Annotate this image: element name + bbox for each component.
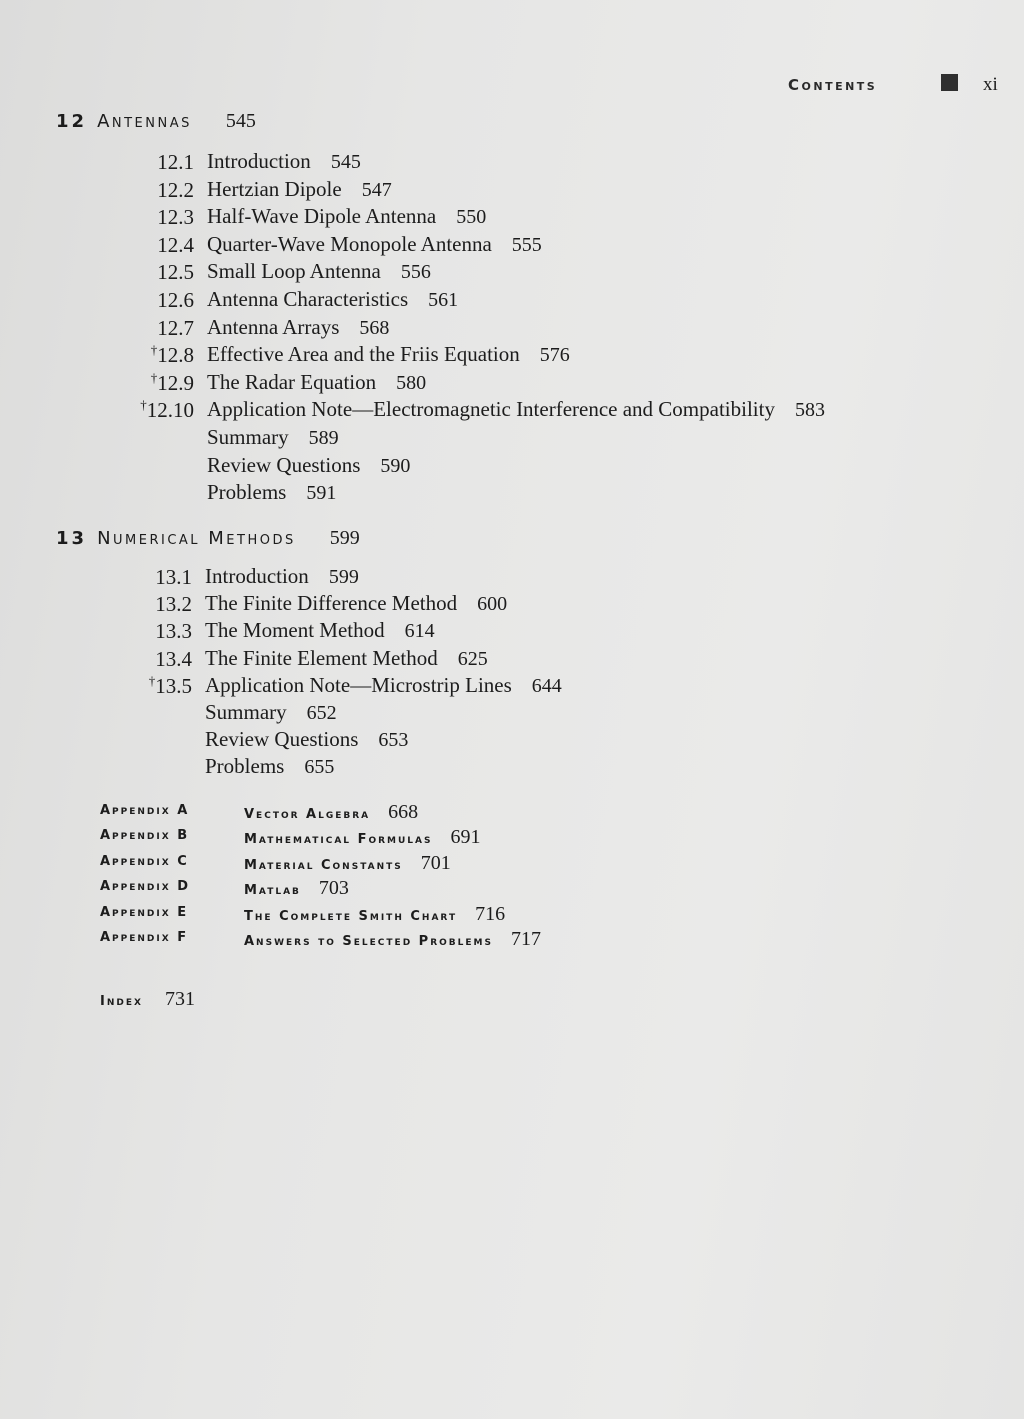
section-number xyxy=(124,232,194,258)
toc-entry[interactable] xyxy=(0,149,1024,176)
section-page: 599 xyxy=(328,566,359,588)
toc-entry[interactable] xyxy=(0,287,1024,314)
appendix-page: 691 xyxy=(450,826,481,848)
running-head xyxy=(0,74,1024,98)
section-number xyxy=(122,564,192,590)
section-page: 644 xyxy=(531,675,562,697)
section-page: 655 xyxy=(304,756,335,778)
index-entry[interactable] xyxy=(100,988,195,1011)
section-page: 576 xyxy=(539,344,570,366)
index-label: Index xyxy=(100,994,143,1009)
section-title-group xyxy=(205,646,488,671)
running-head-title: Contents xyxy=(788,76,878,94)
section-title: The Radar Equation xyxy=(207,370,377,394)
section-page: 561 xyxy=(428,289,459,311)
section-title: Half-Wave Dipole Antenna xyxy=(207,204,437,228)
dagger-mark: † xyxy=(148,673,156,688)
section-number xyxy=(124,370,194,396)
section-title-group xyxy=(207,480,336,505)
chapter-number: 13 xyxy=(56,528,88,549)
section-number xyxy=(122,591,192,617)
toc-entry[interactable] xyxy=(0,591,1024,618)
section-number-text: 12.4 xyxy=(157,233,194,257)
dagger-mark: † xyxy=(150,370,158,385)
section-title-group xyxy=(207,425,339,450)
toc-entry[interactable] xyxy=(0,177,1024,204)
toc-entry[interactable] xyxy=(0,564,1024,591)
section-page: 652 xyxy=(306,702,337,724)
appendix-title: Answers to Selected Problems xyxy=(244,934,493,949)
section-title-group xyxy=(205,618,435,643)
section-page: 589 xyxy=(308,427,339,449)
dagger-mark: † xyxy=(150,342,158,357)
toc-entry[interactable] xyxy=(0,453,1024,480)
appendix-title: The Complete Smith Chart xyxy=(244,909,458,924)
section-number-text: 13.3 xyxy=(155,619,192,643)
chapter-page: 599 xyxy=(329,527,360,549)
section-page: 547 xyxy=(361,179,392,201)
chapter-page: 545 xyxy=(225,110,256,132)
section-title: Application Note—Electromagnetic Interference and Compatibility xyxy=(207,397,775,421)
section-number xyxy=(122,646,192,672)
section-number-text: 12.3 xyxy=(157,205,194,229)
section-page: 556 xyxy=(400,261,431,283)
appendix-page: 703 xyxy=(318,877,349,899)
appendix-label: Appendix F xyxy=(100,930,189,945)
section-title-group xyxy=(207,453,410,478)
section-number xyxy=(124,149,194,175)
section-page: 550 xyxy=(456,206,487,228)
section-page: 580 xyxy=(396,372,427,394)
section-title: Small Loop Antenna xyxy=(207,259,381,283)
section-number xyxy=(122,618,192,644)
section-title-group xyxy=(207,204,486,229)
toc-entry[interactable] xyxy=(0,673,1024,700)
section-page: 600 xyxy=(477,593,508,615)
section-number-text: 12.5 xyxy=(157,260,194,284)
section-number xyxy=(124,342,194,368)
section-title-group xyxy=(207,370,426,395)
section-number xyxy=(124,287,194,313)
section-title-group xyxy=(205,700,337,725)
toc-entry[interactable] xyxy=(0,618,1024,645)
appendix-label: Appendix C xyxy=(100,854,189,869)
appendix-label: Appendix D xyxy=(100,879,191,894)
appendix-title: Matlab xyxy=(244,883,301,898)
chapter-title: Antennas xyxy=(97,111,192,132)
section-page: 545 xyxy=(330,151,361,173)
section-title-group xyxy=(207,232,542,257)
appendix-page: 701 xyxy=(420,852,451,874)
section-number-text: 13.2 xyxy=(155,592,192,616)
section-page: 591 xyxy=(306,482,337,504)
section-title: Summary xyxy=(205,700,287,724)
section-title-group xyxy=(207,342,570,367)
section-title: Antenna Characteristics xyxy=(207,287,409,311)
appendix-title: Material Constants xyxy=(244,858,403,873)
appendix-label: Appendix E xyxy=(100,905,189,920)
toc-entry[interactable] xyxy=(0,727,1024,754)
section-number-text: 12.1 xyxy=(157,150,194,174)
section-number-text: 13.1 xyxy=(155,565,192,589)
section-page: 590 xyxy=(380,455,411,477)
toc-entry[interactable] xyxy=(0,425,1024,452)
section-number-text: 12.2 xyxy=(157,178,194,202)
section-number-text: 12.6 xyxy=(157,288,194,312)
toc-entry[interactable] xyxy=(0,315,1024,342)
section-title-group xyxy=(207,315,389,340)
section-number xyxy=(124,315,194,341)
section-title-group xyxy=(207,259,431,284)
section-title-group xyxy=(207,149,361,174)
section-number xyxy=(124,259,194,285)
section-title-group xyxy=(205,673,562,698)
toc-entry[interactable] xyxy=(0,204,1024,231)
section-title-group xyxy=(207,177,392,202)
toc-entry[interactable] xyxy=(0,259,1024,286)
section-title: Review Questions xyxy=(205,727,359,751)
appendix-title-group xyxy=(244,801,418,824)
running-head-page-number: xi xyxy=(983,74,998,95)
appendix-title-group xyxy=(244,928,541,951)
dagger-mark: † xyxy=(140,397,147,412)
section-number xyxy=(124,397,194,423)
index-page: 731 xyxy=(164,988,195,1010)
section-number xyxy=(124,177,194,203)
section-title: The Moment Method xyxy=(205,618,385,642)
section-title: Introduction xyxy=(205,564,309,588)
section-number xyxy=(122,673,192,699)
section-number-text: 12.8 xyxy=(157,343,194,367)
section-title-group xyxy=(205,564,359,589)
section-title-group xyxy=(207,397,825,422)
section-page: 625 xyxy=(457,648,488,670)
section-title: Review Questions xyxy=(207,453,361,477)
appendix-title: Vector Algebra xyxy=(244,807,371,822)
section-title: Effective Area and the Friis Equation xyxy=(207,342,520,366)
section-number-text: 12.10 xyxy=(146,398,194,422)
chapter-number: 12 xyxy=(56,111,88,132)
toc-entry[interactable] xyxy=(0,342,1024,369)
toc-entry[interactable] xyxy=(0,397,1024,424)
chapter-heading[interactable] xyxy=(56,527,360,553)
section-title: Hertzian Dipole xyxy=(207,177,342,201)
appendix-title-group xyxy=(244,852,451,875)
section-title: Antenna Arrays xyxy=(207,315,340,339)
chapter-title: Numerical Methods xyxy=(97,528,296,549)
section-title: Problems xyxy=(205,754,285,778)
section-title: Quarter-Wave Monopole Antenna xyxy=(207,232,492,256)
section-title: Summary xyxy=(207,425,289,449)
appendix-label: Appendix A xyxy=(100,803,190,818)
toc-entry[interactable] xyxy=(0,646,1024,673)
section-page: 568 xyxy=(359,317,390,339)
chapter-heading[interactable] xyxy=(56,110,256,136)
appendix-title-group xyxy=(244,826,480,849)
section-number xyxy=(124,204,194,230)
section-number-text: 13.5 xyxy=(155,674,192,698)
section-title: Introduction xyxy=(207,149,311,173)
section-title: The Finite Element Method xyxy=(205,646,438,670)
section-title: The Finite Difference Method xyxy=(205,591,458,615)
appendix-title-group xyxy=(244,877,349,900)
square-marker-icon xyxy=(941,74,958,91)
section-title-group xyxy=(205,591,507,616)
toc-entry[interactable] xyxy=(0,370,1024,397)
section-title-group xyxy=(205,754,334,779)
section-title: Application Note—Microstrip Lines xyxy=(205,673,512,697)
section-page: 555 xyxy=(511,234,542,256)
toc-entry[interactable] xyxy=(0,232,1024,259)
section-page: 614 xyxy=(404,620,435,642)
appendix-page: 668 xyxy=(388,801,419,823)
appendix-page: 717 xyxy=(510,928,541,950)
toc-entry[interactable] xyxy=(0,754,1024,781)
appendix-title: Mathematical Formulas xyxy=(244,832,433,847)
section-number-text: 12.7 xyxy=(157,316,194,340)
section-title-group xyxy=(205,727,408,752)
section-title: Problems xyxy=(207,480,287,504)
appendix-page: 716 xyxy=(475,903,506,925)
toc-entry[interactable] xyxy=(0,480,1024,507)
toc-entry[interactable] xyxy=(0,700,1024,727)
section-page: 653 xyxy=(378,729,409,751)
appendix-title-group xyxy=(244,903,505,926)
section-title-group xyxy=(207,287,458,312)
section-number-text: 12.9 xyxy=(157,371,194,395)
appendix-label: Appendix B xyxy=(100,828,190,843)
section-number-text: 13.4 xyxy=(155,647,192,671)
section-page: 583 xyxy=(794,399,825,421)
